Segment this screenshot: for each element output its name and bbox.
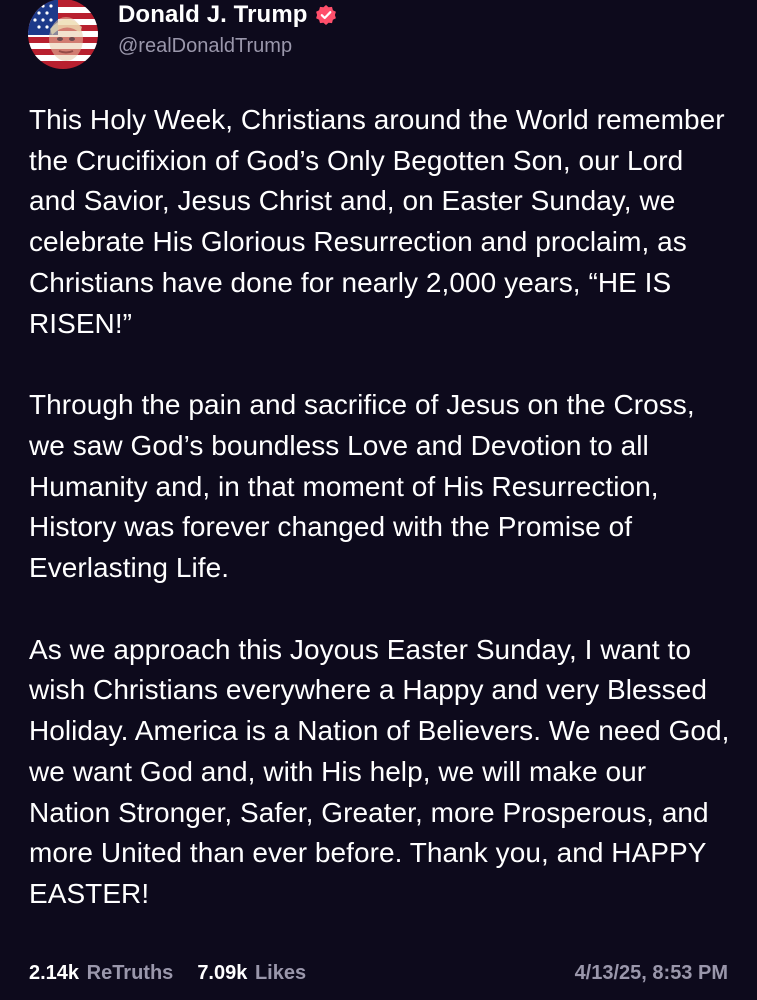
post-paragraph: As we approach this Joyous Easter Sunday, I want to wish Christians everywhere a Happy and very Blessed Holiday. America is a Nation of Believers. We need God, we want God and, with His help, we will make our Nation Stronger, Safer, Greater, more Prosperous, and more United than ever before. Thank you, and HAPPY EASTER! [29, 633, 730, 909]
likes-count: 7.09k [197, 962, 248, 984]
post-body [29, 100, 734, 956]
retruths-count: 2.14k [29, 962, 80, 984]
flag-portrait-avatar-icon [28, 0, 98, 69]
post-timestamp[interactable]: 4/13/25, 8:53 PM [574, 962, 728, 984]
verified-badge-icon [315, 4, 337, 26]
likes-label: Likes [254, 962, 307, 984]
avatar[interactable] [28, 0, 98, 69]
post-paragraph: Through the pain and sacrifice of Jesus on the Cross, we saw God’s boundless Love and Devotion to all Humanity and, in that moment of His Resurrection, History was forever changed with the Promise of Everlasting Life. [29, 389, 695, 584]
retruths-stat[interactable] [29, 962, 173, 985]
retruths-label: ReTruths [86, 962, 174, 984]
name-row [118, 1, 337, 29]
post-header [28, 0, 337, 72]
author-display-name[interactable]: Donald J. Trump [118, 0, 308, 28]
author-info [118, 1, 337, 58]
author-handle[interactable]: @realDonaldTrump [118, 34, 293, 57]
likes-stat[interactable] [197, 962, 306, 985]
post-footer [29, 962, 728, 985]
post-paragraph: This Holy Week, Christians around the World remember the Crucifixion of God’s Only Begotten Son, our Lord and Savior, Jesus Christ and, on Easter Sunday, we celebrate His Glorious Resurrection and proclaim, as Christians have done for nearly 2,000 years, “HE IS RISEN!” [29, 104, 725, 339]
